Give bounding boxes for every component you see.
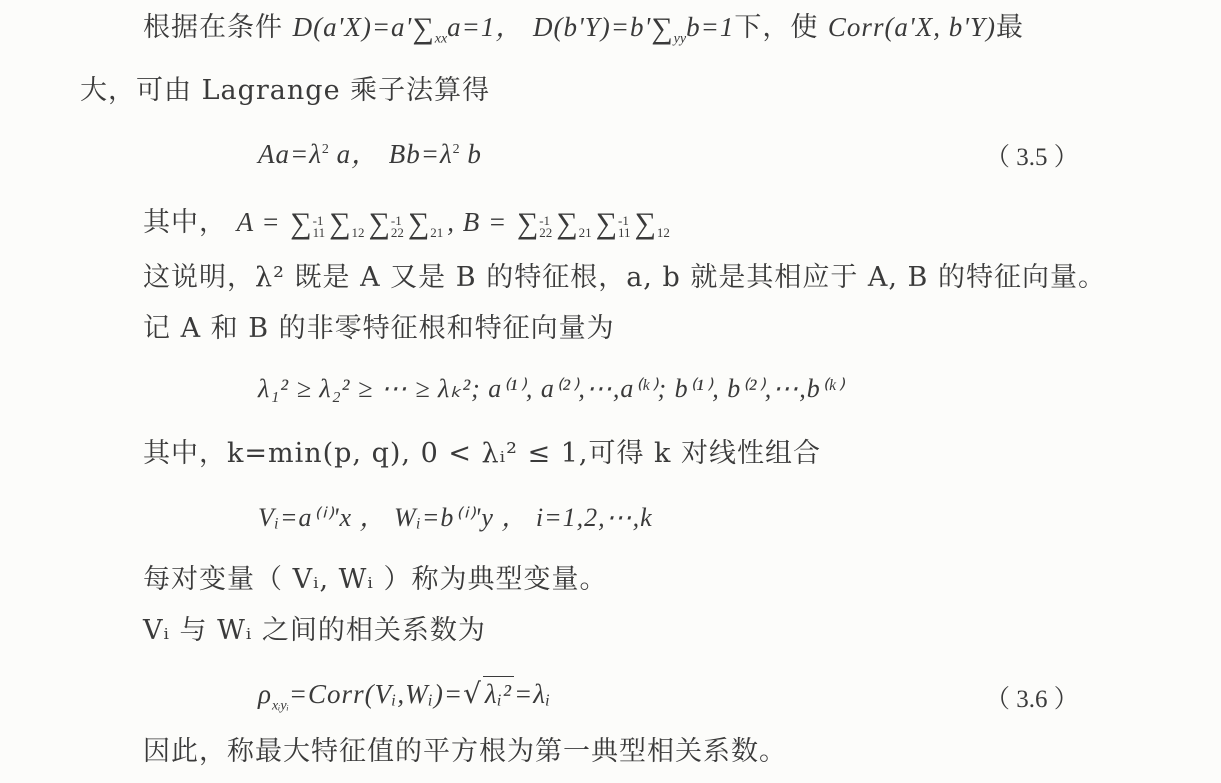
formula-corr: Corr(a'X, b'Y) [827,12,996,42]
paragraph-eigen-note: 记 A 和 B 的非零特征根和特征向量为 [143,313,615,344]
eq-rho: ρ [258,679,272,709]
index-22-inv: -1 22 [539,213,553,240]
formula-da: D(a'X)=a' [292,12,413,42]
index-11-inv: -1 11 [618,213,631,240]
formula-a-eq: A = [236,207,281,237]
index-11-inv: -1 11 [312,213,326,240]
equation-3-5 [258,137,482,172]
paragraph-condition [143,10,1024,45]
formula-db-end: b=1 [686,12,735,42]
eq-b: b [459,139,482,169]
paragraph-conclusion: 因此，称最大特征值的平方根为第一典型相关系数。 [143,736,787,767]
sum-symbol: ∑ [368,207,391,240]
index-21: 21 [430,225,444,240]
equation-linear-combination: Vᵢ=a⁽ⁱ⁾'x ， Wᵢ=b⁽ⁱ⁾'y ， i=1,2,⋯,k [258,503,653,532]
index-22-inv: -1 22 [390,213,404,240]
text-under: 下，使 [734,12,819,43]
equation-number-3-6: （ 3.6 ） [985,686,1079,713]
eq-sup: 2 [452,142,460,157]
sum-symbol: ∑ [516,207,540,240]
definition-ab [143,205,674,240]
equation-number-3-5: （ 3.5 ） [985,144,1079,171]
paragraph-correlation: Vᵢ 与 Wᵢ 之间的相关系数为 [143,615,486,646]
sum-symbol: ∑ [407,207,431,240]
sum-symbol: ∑ [651,12,674,45]
paragraph-k-min: 其中，k=min(p, q), 0 < λᵢ² ≤ 1,可得 k 对线性组合 [143,438,821,469]
index-12: 12 [656,225,670,240]
eq-sup: 2 [321,142,329,157]
eq-bb: Bb=λ [388,139,453,169]
paragraph-lagrange: 大，可由 Lagrange 乘子法算得 [80,75,491,106]
eq-lambda: =λᵢ [513,679,552,709]
index-21: 21 [578,225,592,240]
formula-b-eq: , B = [447,207,508,237]
text-where: 其中， [143,207,227,238]
text-condition-intro: 根据在条件 [143,12,283,43]
subscript-yy: yy [673,31,687,47]
sum-symbol: ∑ [290,207,313,240]
sqrt-icon: √ [463,677,482,710]
formula-db: D(b'Y)=b' [533,12,652,42]
text-max: 最 [996,12,1024,43]
index-12: 12 [351,225,365,240]
sum-symbol: ∑ [595,207,618,240]
subscript-xx: xx [434,31,448,47]
paragraph-canonical-variables: 每对变量（ Vᵢ, Wᵢ ）称为典型变量。 [143,564,608,595]
sum-symbol: ∑ [412,12,435,45]
eq-a: a， [328,139,380,169]
sum-symbol: ∑ [634,207,657,240]
paragraph-eigen-explanation: 这说明，λ² 既是 A 又是 B 的特征根，a, b 就是其相应于 A, B 的特征向量。 [143,262,1106,293]
eq-radicand: λᵢ² [483,676,514,711]
sum-symbol: ∑ [556,207,579,240]
eq-rho-subscript: xᵢyᵢ [271,698,289,714]
sum-symbol: ∑ [329,207,352,240]
formula-da-end: a=1， [447,12,524,42]
equation-3-6 [258,676,551,712]
eq-aa: Aa=λ [258,139,322,169]
equation-eigen-sequence: λ₁² ≥ λ₂² ≥ ⋯ ≥ λₖ²; a⁽¹⁾, a⁽²⁾,⋯,a⁽ᵏ⁾; b⁽¹⁾, b⁽²⁾,⋯,b⁽ᵏ⁾ [258,374,844,403]
eq-corr: =Corr(Vᵢ,Wᵢ)= [288,679,464,709]
